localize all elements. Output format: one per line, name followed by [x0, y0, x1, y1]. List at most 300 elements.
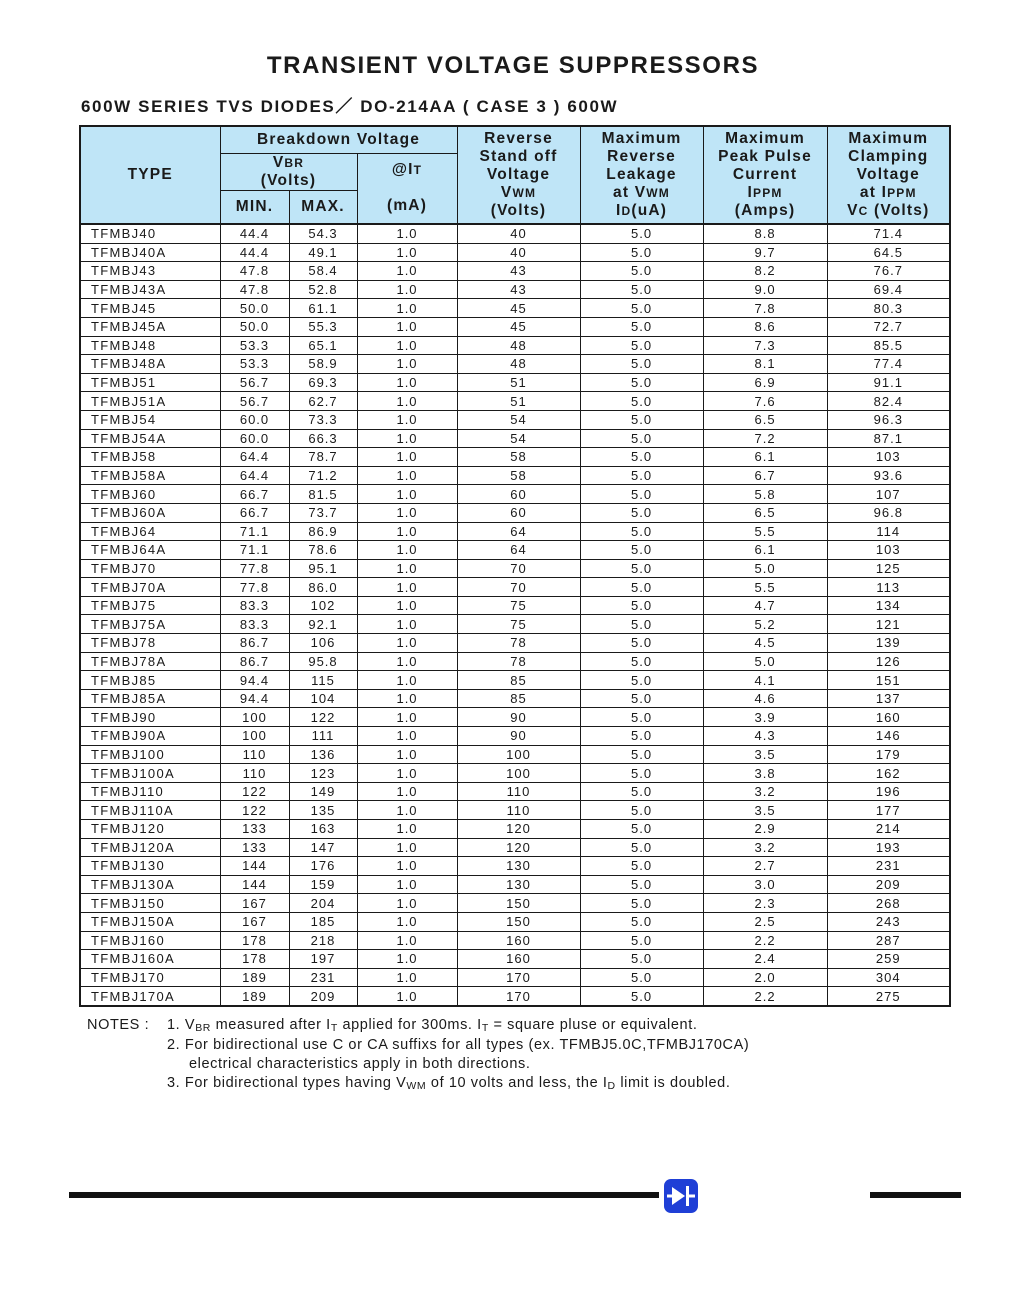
cell-vbr-min: 47.8: [220, 280, 289, 299]
cell-test-current: 1.0: [357, 782, 457, 801]
table-row: [80, 317, 950, 336]
cell-vbr-min: 50.0: [220, 299, 289, 318]
cell-type: TFMBJ170: [80, 968, 220, 987]
cell-peak-pulse-current: 7.2: [703, 429, 827, 448]
cell-type: TFMBJ45A: [80, 317, 220, 336]
cell-vbr-max: 86.9: [289, 522, 357, 541]
cell-peak-pulse-current: 5.5: [703, 578, 827, 597]
cell-vbr-min: 44.4: [220, 243, 289, 262]
cell-test-current: 1.0: [357, 801, 457, 820]
cell-vbr-max: 73.7: [289, 503, 357, 522]
cell-standoff-voltage: 70: [457, 559, 580, 578]
cell-vbr-max: 115: [289, 671, 357, 690]
cell-vbr-min: 60.0: [220, 410, 289, 429]
cell-peak-pulse-current: 6.1: [703, 448, 827, 467]
cell-vbr-max: 65.1: [289, 336, 357, 355]
table-row: [80, 485, 950, 504]
cell-reverse-leakage: 5.0: [580, 689, 703, 708]
table-row: [80, 373, 950, 392]
cell-vbr-max: 58.9: [289, 355, 357, 374]
cell-reverse-leakage: 5.0: [580, 782, 703, 801]
header-breakdown-voltage: Breakdown Voltage: [220, 126, 457, 153]
cell-standoff-voltage: 70: [457, 578, 580, 597]
cell-test-current: 1.0: [357, 950, 457, 969]
cell-vbr-min: 77.8: [220, 559, 289, 578]
cell-standoff-voltage: 51: [457, 373, 580, 392]
cell-test-current: 1.0: [357, 615, 457, 634]
cell-vbr-max: 52.8: [289, 280, 357, 299]
cell-standoff-voltage: 170: [457, 987, 580, 1006]
cell-standoff-voltage: 78: [457, 634, 580, 653]
cell-vbr-min: 66.7: [220, 503, 289, 522]
cell-vbr-min: 66.7: [220, 485, 289, 504]
cell-test-current: 1.0: [357, 931, 457, 950]
cell-vbr-min: 110: [220, 764, 289, 783]
cell-test-current: 1.0: [357, 838, 457, 857]
cell-clamping-voltage: 113: [827, 578, 950, 597]
cell-type: TFMBJ64: [80, 522, 220, 541]
header-standoff-voltage: Reverse Stand off Voltage VWM (Volts): [457, 126, 580, 224]
cell-reverse-leakage: 5.0: [580, 968, 703, 987]
cell-test-current: 1.0: [357, 596, 457, 615]
cell-type: TFMBJ120: [80, 820, 220, 839]
table-row: [80, 448, 950, 467]
cell-vbr-min: 100: [220, 727, 289, 746]
cell-reverse-leakage: 5.0: [580, 727, 703, 746]
cell-peak-pulse-current: 2.3: [703, 894, 827, 913]
cell-vbr-max: 135: [289, 801, 357, 820]
cell-vbr-max: 69.3: [289, 373, 357, 392]
cell-standoff-voltage: 90: [457, 708, 580, 727]
cell-type: TFMBJ150A: [80, 912, 220, 931]
tvs-spec-table: [79, 125, 951, 1007]
cell-test-current: 1.0: [357, 317, 457, 336]
cell-peak-pulse-current: 8.1: [703, 355, 827, 374]
cell-test-current: 1.0: [357, 541, 457, 560]
cell-standoff-voltage: 130: [457, 857, 580, 876]
cell-clamping-voltage: 177: [827, 801, 950, 820]
cell-vbr-max: 61.1: [289, 299, 357, 318]
table-row: [80, 727, 950, 746]
cell-standoff-voltage: 43: [457, 262, 580, 281]
cell-test-current: 1.0: [357, 559, 457, 578]
cell-reverse-leakage: 5.0: [580, 224, 703, 243]
cell-peak-pulse-current: 7.3: [703, 336, 827, 355]
cell-clamping-voltage: 275: [827, 987, 950, 1006]
cell-standoff-voltage: 85: [457, 671, 580, 690]
table-row: [80, 857, 950, 876]
cell-clamping-voltage: 85.5: [827, 336, 950, 355]
cell-reverse-leakage: 5.0: [580, 671, 703, 690]
cell-test-current: 1.0: [357, 522, 457, 541]
cell-type: TFMBJ160A: [80, 950, 220, 969]
cell-reverse-leakage: 5.0: [580, 950, 703, 969]
cell-clamping-voltage: 64.5: [827, 243, 950, 262]
cell-standoff-voltage: 110: [457, 782, 580, 801]
cell-standoff-voltage: 75: [457, 615, 580, 634]
cell-vbr-max: 95.1: [289, 559, 357, 578]
cell-type: TFMBJ40: [80, 224, 220, 243]
cell-standoff-voltage: 40: [457, 224, 580, 243]
cell-test-current: 1.0: [357, 336, 457, 355]
cell-vbr-min: 178: [220, 931, 289, 950]
cell-type: TFMBJ58A: [80, 466, 220, 485]
cell-standoff-voltage: 130: [457, 875, 580, 894]
cell-vbr-max: 55.3: [289, 317, 357, 336]
cell-test-current: 1.0: [357, 987, 457, 1006]
cell-vbr-min: 122: [220, 782, 289, 801]
cell-vbr-max: 58.4: [289, 262, 357, 281]
cell-standoff-voltage: 40: [457, 243, 580, 262]
header-test-current: @IT (mA): [357, 153, 457, 224]
cell-clamping-voltage: 96.8: [827, 503, 950, 522]
table-row: [80, 243, 950, 262]
cell-type: TFMBJ51: [80, 373, 220, 392]
cell-vbr-min: 71.1: [220, 522, 289, 541]
cell-test-current: 1.0: [357, 764, 457, 783]
cell-test-current: 1.0: [357, 466, 457, 485]
cell-vbr-max: 163: [289, 820, 357, 839]
cell-reverse-leakage: 5.0: [580, 857, 703, 876]
cell-clamping-voltage: 71.4: [827, 224, 950, 243]
table-row: [80, 336, 950, 355]
note-3: 3. For bidirectional types having $V_{WM}$ of 10 volts and less, the $I_D$ limit is doubled.: [167, 1075, 731, 1092]
cell-clamping-voltage: 139: [827, 634, 950, 653]
cell-clamping-voltage: 93.6: [827, 466, 950, 485]
cell-peak-pulse-current: 5.0: [703, 559, 827, 578]
cell-vbr-max: 185: [289, 912, 357, 931]
cell-type: TFMBJ58: [80, 448, 220, 467]
cell-test-current: 1.0: [357, 262, 457, 281]
cell-type: TFMBJ75A: [80, 615, 220, 634]
cell-reverse-leakage: 5.0: [580, 745, 703, 764]
cell-standoff-voltage: 85: [457, 689, 580, 708]
cell-vbr-max: 209: [289, 987, 357, 1006]
table-row: [80, 950, 950, 969]
cell-reverse-leakage: 5.0: [580, 559, 703, 578]
cell-vbr-max: 86.0: [289, 578, 357, 597]
cell-standoff-voltage: 120: [457, 820, 580, 839]
cell-test-current: 1.0: [357, 745, 457, 764]
note-2-continued: electrical characteristics apply in both directions.: [189, 1056, 531, 1072]
cell-vbr-min: 83.3: [220, 596, 289, 615]
cell-type: TFMBJ51A: [80, 392, 220, 411]
cell-vbr-min: 144: [220, 875, 289, 894]
table-row: [80, 820, 950, 839]
cell-vbr-max: 231: [289, 968, 357, 987]
cell-vbr-max: 149: [289, 782, 357, 801]
cell-clamping-voltage: 209: [827, 875, 950, 894]
cell-vbr-min: 47.8: [220, 262, 289, 281]
cell-peak-pulse-current: 7.6: [703, 392, 827, 411]
cell-vbr-min: 144: [220, 857, 289, 876]
cell-standoff-voltage: 58: [457, 448, 580, 467]
cell-vbr-min: 122: [220, 801, 289, 820]
cell-type: TFMBJ54A: [80, 429, 220, 448]
table-row: [80, 634, 950, 653]
cell-vbr-max: 147: [289, 838, 357, 857]
cell-peak-pulse-current: 4.5: [703, 634, 827, 653]
cell-clamping-voltage: 103: [827, 541, 950, 560]
cell-type: TFMBJ90A: [80, 727, 220, 746]
cell-reverse-leakage: 5.0: [580, 801, 703, 820]
cell-peak-pulse-current: 6.5: [703, 410, 827, 429]
cell-peak-pulse-current: 3.5: [703, 745, 827, 764]
cell-peak-pulse-current: 8.8: [703, 224, 827, 243]
cell-test-current: 1.0: [357, 429, 457, 448]
cell-vbr-min: 77.8: [220, 578, 289, 597]
cell-vbr-max: 71.2: [289, 466, 357, 485]
cell-reverse-leakage: 5.0: [580, 987, 703, 1006]
cell-test-current: 1.0: [357, 448, 457, 467]
cell-vbr-min: 53.3: [220, 355, 289, 374]
cell-test-current: 1.0: [357, 671, 457, 690]
cell-clamping-voltage: 125: [827, 559, 950, 578]
cell-peak-pulse-current: 4.7: [703, 596, 827, 615]
cell-standoff-voltage: 160: [457, 931, 580, 950]
cell-test-current: 1.0: [357, 652, 457, 671]
cell-type: TFMBJ130: [80, 857, 220, 876]
cell-peak-pulse-current: 3.5: [703, 801, 827, 820]
cell-test-current: 1.0: [357, 410, 457, 429]
cell-standoff-voltage: 51: [457, 392, 580, 411]
cell-vbr-max: 54.3: [289, 224, 357, 243]
cell-type: TFMBJ78A: [80, 652, 220, 671]
cell-reverse-leakage: 5.0: [580, 503, 703, 522]
cell-vbr-max: 78.7: [289, 448, 357, 467]
cell-type: TFMBJ43A: [80, 280, 220, 299]
cell-standoff-voltage: 45: [457, 317, 580, 336]
cell-vbr-min: 189: [220, 987, 289, 1006]
cell-type: TFMBJ48A: [80, 355, 220, 374]
table-row: [80, 355, 950, 374]
notes-label: NOTES :: [87, 1017, 150, 1033]
cell-vbr-max: 62.7: [289, 392, 357, 411]
cell-vbr-min: 133: [220, 838, 289, 857]
cell-reverse-leakage: 5.0: [580, 894, 703, 913]
cell-standoff-voltage: 48: [457, 355, 580, 374]
cell-reverse-leakage: 5.0: [580, 522, 703, 541]
cell-vbr-min: 86.7: [220, 634, 289, 653]
table-row: [80, 615, 950, 634]
cell-clamping-voltage: 107: [827, 485, 950, 504]
cell-test-current: 1.0: [357, 968, 457, 987]
cell-vbr-min: 64.4: [220, 448, 289, 467]
cell-type: TFMBJ40A: [80, 243, 220, 262]
cell-peak-pulse-current: 8.2: [703, 262, 827, 281]
cell-vbr-min: 94.4: [220, 689, 289, 708]
table-row: [80, 262, 950, 281]
cell-test-current: 1.0: [357, 280, 457, 299]
header-reverse-leakage: Maximum Reverse Leakage at VWM ID(uA): [580, 126, 703, 224]
cell-type: TFMBJ170A: [80, 987, 220, 1006]
cell-clamping-voltage: 80.3: [827, 299, 950, 318]
cell-peak-pulse-current: 5.5: [703, 522, 827, 541]
cell-standoff-voltage: 100: [457, 764, 580, 783]
cell-test-current: 1.0: [357, 912, 457, 931]
cell-vbr-min: 110: [220, 745, 289, 764]
cell-peak-pulse-current: 3.8: [703, 764, 827, 783]
cell-peak-pulse-current: 4.3: [703, 727, 827, 746]
cell-test-current: 1.0: [357, 634, 457, 653]
cell-clamping-voltage: 91.1: [827, 373, 950, 392]
cell-clamping-voltage: 151: [827, 671, 950, 690]
cell-peak-pulse-current: 6.1: [703, 541, 827, 560]
cell-vbr-min: 44.4: [220, 224, 289, 243]
table-row: [80, 578, 950, 597]
table-header: [80, 126, 950, 224]
cell-reverse-leakage: 5.0: [580, 410, 703, 429]
cell-test-current: 1.0: [357, 857, 457, 876]
cell-standoff-voltage: 120: [457, 838, 580, 857]
cell-type: TFMBJ100: [80, 745, 220, 764]
header-vbr: VBR (Volts): [220, 153, 357, 190]
cell-reverse-leakage: 5.0: [580, 708, 703, 727]
cell-test-current: 1.0: [357, 875, 457, 894]
cell-standoff-voltage: 78: [457, 652, 580, 671]
table-row: [80, 503, 950, 522]
table-row: [80, 224, 950, 243]
cell-peak-pulse-current: 6.7: [703, 466, 827, 485]
cell-test-current: 1.0: [357, 355, 457, 374]
cell-peak-pulse-current: 3.2: [703, 782, 827, 801]
cell-reverse-leakage: 5.0: [580, 243, 703, 262]
header-min: MIN.: [220, 190, 289, 224]
table-row: [80, 652, 950, 671]
cell-type: TFMBJ60: [80, 485, 220, 504]
cell-peak-pulse-current: 2.5: [703, 912, 827, 931]
cell-vbr-max: 66.3: [289, 429, 357, 448]
cell-standoff-voltage: 58: [457, 466, 580, 485]
cell-peak-pulse-current: 2.9: [703, 820, 827, 839]
cell-type: TFMBJ75: [80, 596, 220, 615]
cell-vbr-max: 176: [289, 857, 357, 876]
cell-reverse-leakage: 5.0: [580, 820, 703, 839]
table-row: [80, 875, 950, 894]
cell-peak-pulse-current: 3.9: [703, 708, 827, 727]
cell-vbr-min: 53.3: [220, 336, 289, 355]
cell-clamping-voltage: 76.7: [827, 262, 950, 281]
cell-type: TFMBJ100A: [80, 764, 220, 783]
cell-vbr-max: 136: [289, 745, 357, 764]
cell-standoff-voltage: 150: [457, 912, 580, 931]
cell-peak-pulse-current: 4.1: [703, 671, 827, 690]
cell-clamping-voltage: 82.4: [827, 392, 950, 411]
cell-vbr-min: 83.3: [220, 615, 289, 634]
table-row: [80, 522, 950, 541]
cell-peak-pulse-current: 6.9: [703, 373, 827, 392]
table-body: [80, 224, 950, 1006]
cell-peak-pulse-current: 5.0: [703, 652, 827, 671]
cell-test-current: 1.0: [357, 373, 457, 392]
cell-reverse-leakage: 5.0: [580, 652, 703, 671]
cell-test-current: 1.0: [357, 708, 457, 727]
cell-vbr-max: 159: [289, 875, 357, 894]
cell-type: TFMBJ70A: [80, 578, 220, 597]
cell-type: TFMBJ45: [80, 299, 220, 318]
cell-reverse-leakage: 5.0: [580, 541, 703, 560]
cell-peak-pulse-current: 5.2: [703, 615, 827, 634]
cell-reverse-leakage: 5.0: [580, 875, 703, 894]
cell-reverse-leakage: 5.0: [580, 578, 703, 597]
cell-vbr-min: 100: [220, 708, 289, 727]
cell-clamping-voltage: 259: [827, 950, 950, 969]
cell-vbr-max: 106: [289, 634, 357, 653]
page-subtitle: 600W SERIES TVS DIODES／ DO-214AA ( CASE 3 ) 600W: [81, 97, 619, 116]
cell-vbr-min: 94.4: [220, 671, 289, 690]
cell-standoff-voltage: 75: [457, 596, 580, 615]
table-row: [80, 596, 950, 615]
diode-logo-icon: [663, 1178, 699, 1214]
note-1: 1. $V_{BR}$ measured after $I_T$ applied for 300ms. $I_T$ = square pluse or equivalent.: [167, 1017, 698, 1034]
cell-type: TFMBJ48: [80, 336, 220, 355]
cell-peak-pulse-current: 5.8: [703, 485, 827, 504]
cell-test-current: 1.0: [357, 392, 457, 411]
cell-clamping-voltage: 287: [827, 931, 950, 950]
cell-reverse-leakage: 5.0: [580, 429, 703, 448]
table-row: [80, 689, 950, 708]
cell-reverse-leakage: 5.0: [580, 466, 703, 485]
cell-clamping-voltage: 179: [827, 745, 950, 764]
cell-vbr-max: 102: [289, 596, 357, 615]
header-max: MAX.: [289, 190, 357, 224]
cell-type: TFMBJ85A: [80, 689, 220, 708]
cell-vbr-max: 218: [289, 931, 357, 950]
cell-test-current: 1.0: [357, 689, 457, 708]
cell-clamping-voltage: 77.4: [827, 355, 950, 374]
cell-clamping-voltage: 96.3: [827, 410, 950, 429]
cell-test-current: 1.0: [357, 485, 457, 504]
cell-vbr-min: 133: [220, 820, 289, 839]
cell-vbr-max: 122: [289, 708, 357, 727]
table-row: [80, 280, 950, 299]
cell-peak-pulse-current: 7.8: [703, 299, 827, 318]
table-row: [80, 745, 950, 764]
cell-vbr-max: 197: [289, 950, 357, 969]
cell-vbr-max: 73.3: [289, 410, 357, 429]
table-row: [80, 708, 950, 727]
cell-vbr-max: 92.1: [289, 615, 357, 634]
cell-vbr-max: 78.6: [289, 541, 357, 560]
cell-standoff-voltage: 60: [457, 485, 580, 504]
cell-reverse-leakage: 5.0: [580, 373, 703, 392]
cell-vbr-max: 49.1: [289, 243, 357, 262]
cell-type: TFMBJ70: [80, 559, 220, 578]
cell-type: TFMBJ64A: [80, 541, 220, 560]
cell-clamping-voltage: 121: [827, 615, 950, 634]
table-row: [80, 912, 950, 931]
cell-reverse-leakage: 5.0: [580, 931, 703, 950]
cell-standoff-voltage: 160: [457, 950, 580, 969]
cell-vbr-min: 71.1: [220, 541, 289, 560]
cell-vbr-max: 104: [289, 689, 357, 708]
table-row: [80, 894, 950, 913]
cell-standoff-voltage: 48: [457, 336, 580, 355]
cell-peak-pulse-current: 3.2: [703, 838, 827, 857]
cell-vbr-min: 167: [220, 894, 289, 913]
cell-clamping-voltage: 214: [827, 820, 950, 839]
cell-peak-pulse-current: 6.5: [703, 503, 827, 522]
cell-vbr-min: 56.7: [220, 392, 289, 411]
table-row: [80, 410, 950, 429]
cell-clamping-voltage: 243: [827, 912, 950, 931]
cell-vbr-min: 189: [220, 968, 289, 987]
cell-vbr-max: 123: [289, 764, 357, 783]
cell-vbr-min: 167: [220, 912, 289, 931]
cell-test-current: 1.0: [357, 820, 457, 839]
cell-type: TFMBJ78: [80, 634, 220, 653]
cell-standoff-voltage: 64: [457, 541, 580, 560]
